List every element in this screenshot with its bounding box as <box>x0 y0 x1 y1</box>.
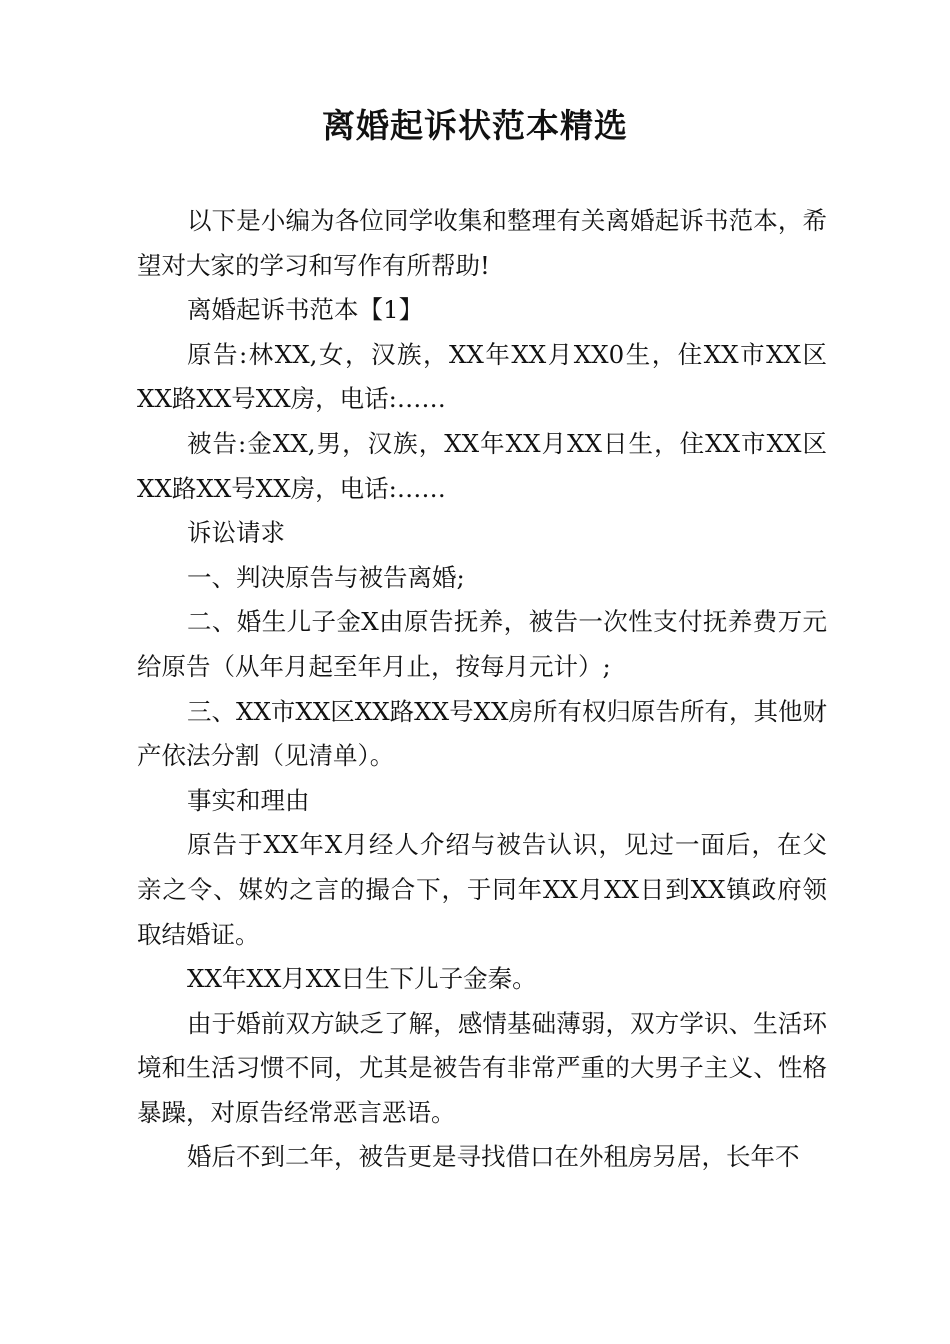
paragraph-intro: 以下是小编为各位同学收集和整理有关离婚起诉书范本，希望对大家的学习和写作有所帮助! <box>137 206 827 280</box>
paragraph-plaintiff: 原告:林XX,女，汉族，XX年XX月XX0生，住XX市XX区XX路XX号XX房，电话:…… <box>137 339 827 414</box>
paragraph-facts-3: 由于婚前双方缺乏了解，感情基础薄弱，双方学识、生活环境和生活习惯不同，尤其是被告有非常严重的大男子主义、性格暴躁，对原告经常恶言恶语。 <box>137 1008 827 1127</box>
paragraph-claims-heading: 诉讼请求 <box>187 518 285 548</box>
paragraph-claim-1: 一、判决原告与被告离婚; <box>187 562 465 592</box>
document-body <box>137 199 827 1180</box>
document-title: 离婚起诉状范本精选 <box>322 106 628 145</box>
paragraph-facts-1: 原告于XX年X月经人介绍与被告认识，见过一面后，在父亲之令、媒妁之言的撮合下，于同年XX月XX日到XX镇政府领取结婚证。 <box>137 830 827 949</box>
paragraph-facts-4: 婚后不到二年，被告更是寻找借口在外租房另居，长年不 <box>187 1142 800 1172</box>
paragraph-claim-2: 二、婚生儿子金X由原告抚养，被告一次性支付抚养费万元给原告（从年月起至年月止，按每月元计）; <box>137 607 827 681</box>
paragraph-facts-2: XX年XX月XX日生下儿子金秦。 <box>187 964 537 994</box>
paragraph-defendant: 被告:金XX,男，汉族，XX年XX月XX日生，住XX市XX区XX路XX号XX房，电话:…… <box>137 428 827 503</box>
paragraph-claim-3: 三、XX市XX区XX路XX号XX房所有权归原告所有，其他财产依法分割（见清单）。 <box>137 696 827 771</box>
paragraph-section-heading: 离婚起诉书范本【1】 <box>187 295 424 325</box>
paragraph-facts-heading: 事实和理由 <box>187 785 310 815</box>
